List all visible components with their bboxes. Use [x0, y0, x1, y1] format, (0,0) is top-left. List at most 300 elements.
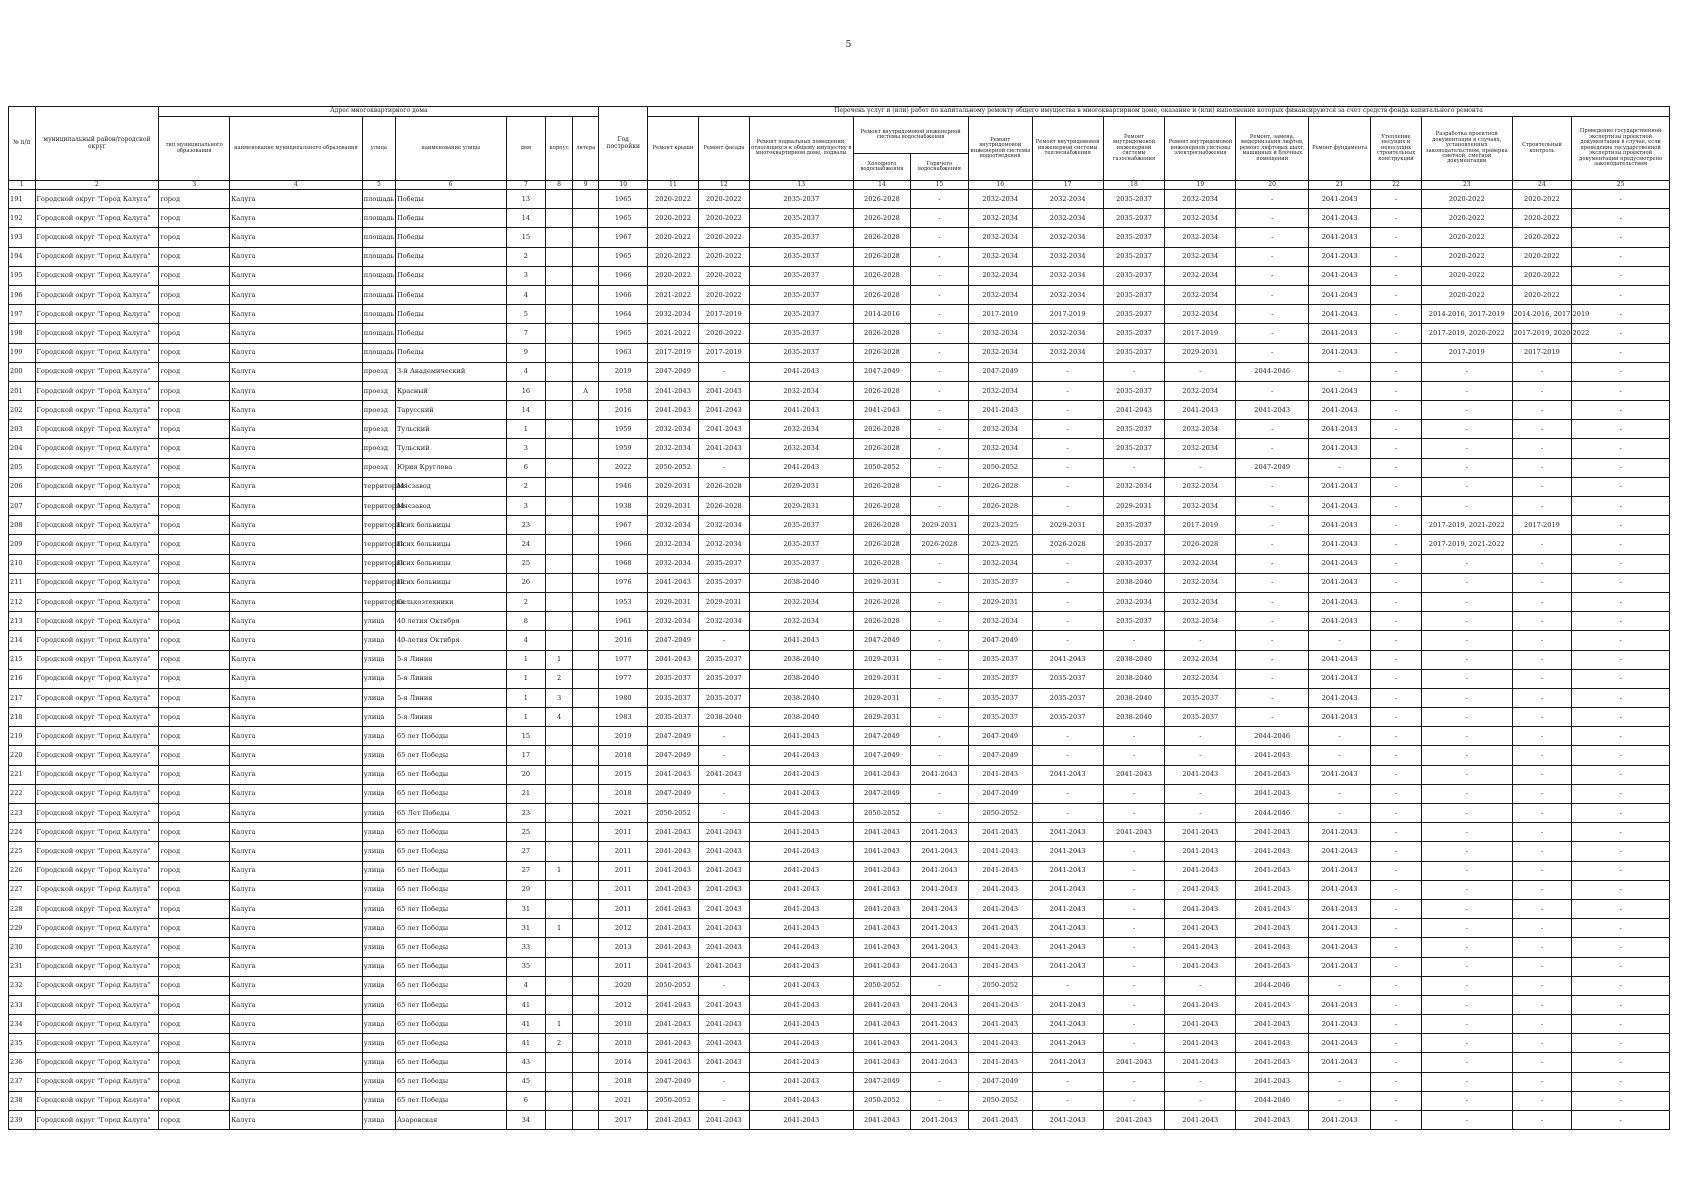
cell-municipal: Городской округ "Город Калуга" — [35, 746, 159, 765]
cell-house: 5 — [506, 305, 546, 324]
cell-year: 1963 — [599, 343, 648, 362]
cell-house: 13 — [506, 190, 546, 209]
cell-cold-water: 2026-2028 — [853, 381, 910, 400]
cell-year: 2022 — [599, 458, 648, 477]
cell-korpus: 2 — [546, 669, 573, 688]
cell-litera — [572, 880, 599, 899]
cell-num: 236 — [9, 1053, 36, 1072]
header-litera: литера — [572, 117, 599, 181]
page-number: 5 — [845, 40, 852, 50]
cell-strengthen: - — [1371, 573, 1422, 592]
cell-basement: 2041-2043 — [749, 1111, 853, 1130]
cell-control: - — [1512, 688, 1572, 707]
cell-municipal: Городской округ "Город Калуга" — [35, 765, 159, 784]
cell-street-name: 65 лет Победы — [395, 1091, 506, 1110]
cell-elevator: 2041-2043 — [1236, 899, 1309, 918]
cell-heat: 2041-2043 — [1032, 765, 1103, 784]
cell-facade: - — [698, 727, 749, 746]
cell-basement: 2038-2040 — [749, 708, 853, 727]
cell-design: - — [1421, 420, 1512, 439]
cell-gas: - — [1103, 784, 1165, 803]
cell-hot-water: 2041-2043 — [911, 765, 968, 784]
cell-heat: 2026-2028 — [1032, 535, 1103, 554]
cell-basement: 2041-2043 — [749, 631, 853, 650]
cell-korpus — [546, 784, 573, 803]
cell-litera — [572, 727, 599, 746]
cell-facade: 2041-2043 — [698, 1053, 749, 1072]
cell-expertise: - — [1572, 381, 1670, 400]
cell-electric: 2041-2043 — [1165, 995, 1236, 1014]
cell-expertise: - — [1572, 631, 1670, 650]
cell-design: - — [1421, 381, 1512, 400]
cell-mo-type: город — [159, 1091, 230, 1110]
cell-house: 23 — [506, 804, 546, 823]
cell-house: 35 — [506, 957, 546, 976]
cell-drain: 2035-2037 — [968, 669, 1032, 688]
cell-street-name: 65 лет Победы — [395, 899, 506, 918]
cell-municipal: Городской округ "Город Калуга" — [35, 1072, 159, 1091]
cell-expertise: - — [1572, 880, 1670, 899]
cell-basement: 2038-2040 — [749, 688, 853, 707]
cell-roof: 2032-2034 — [648, 554, 699, 573]
header-address-group: Адрес многоквартирного дома — [159, 107, 599, 117]
cell-num: 239 — [9, 1111, 36, 1130]
cell-heat: - — [1032, 784, 1103, 803]
cell-korpus — [546, 305, 573, 324]
cell-municipal: Городской округ "Город Калуга" — [35, 343, 159, 362]
cell-house: 23 — [506, 516, 546, 535]
cell-hot-water: - — [911, 439, 968, 458]
cell-house: 24 — [506, 535, 546, 554]
cell-municipal: Городской округ "Город Калуга" — [35, 957, 159, 976]
cell-heat: 2017-2019 — [1032, 305, 1103, 324]
cell-facade: 2020-2022 — [698, 209, 749, 228]
cell-year: 1966 — [599, 266, 648, 285]
cell-house: 3 — [506, 497, 546, 516]
cell-korpus — [546, 535, 573, 554]
cell-expertise: - — [1572, 1015, 1670, 1034]
cell-litera — [572, 247, 599, 266]
cell-hot-water: - — [911, 1072, 968, 1091]
cell-drain: 2047-2049 — [968, 784, 1032, 803]
cell-street-name: 65 лет Победы — [395, 861, 506, 880]
cell-gas: - — [1103, 727, 1165, 746]
cell-elevator: - — [1236, 285, 1309, 304]
cell-strengthen: - — [1371, 343, 1422, 362]
cell-elevator: 2041-2043 — [1236, 1015, 1309, 1034]
cell-design: - — [1421, 784, 1512, 803]
cell-litera — [572, 612, 599, 631]
cell-elevator: 2044-2046 — [1236, 362, 1309, 381]
cell-municipal: Городской округ "Город Калуга" — [35, 247, 159, 266]
header-year: Год постройки — [599, 107, 648, 181]
cell-mo-name: Калуга — [230, 957, 363, 976]
cell-expertise: - — [1572, 861, 1670, 880]
cell-control: - — [1512, 842, 1572, 861]
cell-street-type: улица — [362, 650, 395, 669]
cell-strengthen: - — [1371, 535, 1422, 554]
table-row — [9, 401, 1670, 420]
cell-basement: 2038-2040 — [749, 669, 853, 688]
cell-design: - — [1421, 880, 1512, 899]
cell-mo-type: город — [159, 247, 230, 266]
cell-facade: 2020-2022 — [698, 247, 749, 266]
cell-hot-water: 2041-2043 — [911, 1015, 968, 1034]
table-row — [9, 1111, 1670, 1130]
cell-strengthen: - — [1371, 305, 1422, 324]
cell-expertise: - — [1572, 247, 1670, 266]
cell-strengthen: - — [1371, 746, 1422, 765]
column-number-cell: 4 — [230, 181, 363, 190]
cell-elevator: - — [1236, 669, 1309, 688]
cell-street-name: Тульский — [395, 420, 506, 439]
cell-korpus — [546, 631, 573, 650]
cell-mo-name: Калуга — [230, 842, 363, 861]
cell-cold-water: 2026-2028 — [853, 439, 910, 458]
cell-num: 218 — [9, 708, 36, 727]
cell-strengthen: - — [1371, 247, 1422, 266]
cell-litera — [572, 1015, 599, 1034]
cell-facade: 2032-2034 — [698, 535, 749, 554]
cell-facade: 2041-2043 — [698, 1034, 749, 1053]
cell-design: 2020-2022 — [1421, 247, 1512, 266]
cell-heat: - — [1032, 401, 1103, 420]
cell-basement: 2041-2043 — [749, 727, 853, 746]
cell-mo-name: Калуга — [230, 420, 363, 439]
cell-drain: 2041-2043 — [968, 1111, 1032, 1130]
cell-elevator: - — [1236, 381, 1309, 400]
cell-mo-type: город — [159, 362, 230, 381]
table-row — [9, 784, 1670, 803]
cell-municipal: Городской округ "Город Калуга" — [35, 1091, 159, 1110]
cell-drain: 2026-2028 — [968, 497, 1032, 516]
cell-foundation: 2041-2043 — [1309, 266, 1371, 285]
cell-facade: - — [698, 784, 749, 803]
cell-street-type: улица — [362, 919, 395, 938]
cell-house: 4 — [506, 285, 546, 304]
table-row — [9, 535, 1670, 554]
cell-street-name: 5-я Линия — [395, 708, 506, 727]
table-row — [9, 976, 1670, 995]
cell-street-name: Победы — [395, 228, 506, 247]
cell-control: 2017-2019, 2020-2022 — [1512, 324, 1572, 343]
cell-design: - — [1421, 957, 1512, 976]
column-number-cell: 20 — [1236, 181, 1309, 190]
cell-house: 41 — [506, 995, 546, 1014]
cell-drain: 2047-2049 — [968, 362, 1032, 381]
cell-mo-name: Калуга — [230, 631, 363, 650]
cell-elevator: - — [1236, 305, 1309, 324]
cell-house: 14 — [506, 401, 546, 420]
cell-mo-type: город — [159, 420, 230, 439]
cell-municipal: Городской округ "Город Калуга" — [35, 612, 159, 631]
cell-street-name: 65 лет Победы — [395, 919, 506, 938]
cell-cold-water: 2029-2031 — [853, 669, 910, 688]
cell-foundation: - — [1309, 804, 1371, 823]
cell-hot-water: - — [911, 401, 968, 420]
cell-strengthen: - — [1371, 727, 1422, 746]
cell-heat: - — [1032, 497, 1103, 516]
cell-expertise: - — [1572, 592, 1670, 611]
cell-basement: 2041-2043 — [749, 1072, 853, 1091]
cell-street-name: Победы — [395, 285, 506, 304]
cell-facade: 2032-2034 — [698, 612, 749, 631]
cell-mo-type: город — [159, 861, 230, 880]
cell-control: - — [1512, 784, 1572, 803]
table-row — [9, 1072, 1670, 1091]
cell-cold-water: 2041-2043 — [853, 1015, 910, 1034]
cell-gas: - — [1103, 631, 1165, 650]
cell-municipal: Городской округ "Город Калуга" — [35, 1015, 159, 1034]
cell-mo-name: Калуга — [230, 650, 363, 669]
cell-facade: 2041-2043 — [698, 765, 749, 784]
cell-cold-water: 2041-2043 — [853, 861, 910, 880]
header-municipal: муниципальный район/городской округ — [35, 107, 159, 181]
cell-street-type: улица — [362, 995, 395, 1014]
cell-hot-water: - — [911, 746, 968, 765]
cell-elevator: 2041-2043 — [1236, 842, 1309, 861]
cell-gas: - — [1103, 1034, 1165, 1053]
cell-gas: - — [1103, 899, 1165, 918]
header-gas: Ремонт внутридомовой инженерной системы газоснабжения — [1103, 117, 1165, 181]
table-row — [9, 804, 1670, 823]
cell-hot-water: 2041-2043 — [911, 1111, 968, 1130]
column-number-cell: 11 — [648, 181, 699, 190]
cell-street-name: 65 лет Победы — [395, 1034, 506, 1053]
capital-repair-table-sheet — [8, 106, 1670, 1130]
cell-municipal: Городской округ "Город Калуга" — [35, 1034, 159, 1053]
cell-gas: 2038-2040 — [1103, 669, 1165, 688]
cell-municipal: Городской округ "Город Калуга" — [35, 401, 159, 420]
table-header — [9, 107, 1670, 190]
cell-municipal: Городской округ "Город Калуга" — [35, 784, 159, 803]
table-row — [9, 1091, 1670, 1110]
cell-mo-type: город — [159, 228, 230, 247]
header-elevator: Ремонт, замена, модернизация лифтов, ремонт лифтовых шахт, машинных и блочных помещений — [1236, 117, 1309, 181]
cell-facade: 2041-2043 — [698, 420, 749, 439]
cell-street-name: 65 лет Победы — [395, 1015, 506, 1034]
cell-mo-type: город — [159, 209, 230, 228]
cell-korpus — [546, 995, 573, 1014]
cell-municipal: Городской округ "Город Калуга" — [35, 727, 159, 746]
cell-municipal: Городской округ "Город Калуга" — [35, 708, 159, 727]
cell-control: - — [1512, 612, 1572, 631]
cell-drain: 2041-2043 — [968, 938, 1032, 957]
cell-num: 229 — [9, 919, 36, 938]
cell-municipal: Городской округ "Город Калуга" — [35, 458, 159, 477]
cell-strengthen: - — [1371, 381, 1422, 400]
cell-heat: - — [1032, 477, 1103, 496]
cell-facade: 2041-2043 — [698, 401, 749, 420]
cell-mo-type: город — [159, 1034, 230, 1053]
cell-expertise: - — [1572, 458, 1670, 477]
cell-litera — [572, 401, 599, 420]
cell-foundation: 2041-2043 — [1309, 765, 1371, 784]
cell-strengthen: - — [1371, 458, 1422, 477]
cell-litera — [572, 190, 599, 209]
cell-basement: 2029-2031 — [749, 477, 853, 496]
cell-street-name: Победы — [395, 247, 506, 266]
cell-street-name: Мясзавод — [395, 497, 506, 516]
cell-roof: 2041-2043 — [648, 957, 699, 976]
column-number-cell: 18 — [1103, 181, 1165, 190]
cell-year: 2018 — [599, 746, 648, 765]
cell-litera: А — [572, 381, 599, 400]
cell-street-name: 65 лет Победы — [395, 880, 506, 899]
cell-design: 2020-2022 — [1421, 266, 1512, 285]
cell-mo-name: Калуга — [230, 305, 363, 324]
cell-foundation: 2041-2043 — [1309, 1015, 1371, 1034]
cell-elevator: 2041-2043 — [1236, 919, 1309, 938]
cell-municipal: Городской округ "Город Калуга" — [35, 362, 159, 381]
cell-electric: 2032-2034 — [1165, 439, 1236, 458]
cell-house: 25 — [506, 823, 546, 842]
cell-litera — [572, 976, 599, 995]
cell-foundation: 2041-2043 — [1309, 650, 1371, 669]
cell-house: 2 — [506, 592, 546, 611]
cell-expertise: - — [1572, 209, 1670, 228]
header-korpus: корпус — [546, 117, 573, 181]
cell-municipal: Городской округ "Город Калуга" — [35, 477, 159, 496]
cell-roof: 2020-2022 — [648, 228, 699, 247]
cell-gas: 2038-2040 — [1103, 708, 1165, 727]
header-num: № п/п — [9, 107, 36, 181]
cell-design: - — [1421, 458, 1512, 477]
cell-expertise: - — [1572, 976, 1670, 995]
cell-municipal: Городской округ "Город Калуга" — [35, 516, 159, 535]
cell-mo-name: Калуга — [230, 1034, 363, 1053]
cell-litera — [572, 669, 599, 688]
cell-design: - — [1421, 804, 1512, 823]
cell-foundation: 2041-2043 — [1309, 573, 1371, 592]
cell-heat: 2035-2037 — [1032, 669, 1103, 688]
cell-mo-type: город — [159, 1053, 230, 1072]
cell-foundation: 2041-2043 — [1309, 919, 1371, 938]
cell-foundation: 2041-2043 — [1309, 1111, 1371, 1130]
cell-electric: 2032-2034 — [1165, 669, 1236, 688]
cell-cold-water: 2026-2028 — [853, 247, 910, 266]
cell-elevator: 2041-2043 — [1236, 765, 1309, 784]
cell-foundation: - — [1309, 976, 1371, 995]
cell-gas: 2035-2037 — [1103, 190, 1165, 209]
cell-expertise: - — [1572, 746, 1670, 765]
cell-design: - — [1421, 612, 1512, 631]
cell-heat: - — [1032, 746, 1103, 765]
cell-municipal: Городской округ "Город Калуга" — [35, 1111, 159, 1130]
cell-strengthen: - — [1371, 919, 1422, 938]
cell-litera — [572, 305, 599, 324]
cell-roof: 2032-2034 — [648, 305, 699, 324]
cell-elevator: - — [1236, 343, 1309, 362]
cell-street-name: 65 лет Победы — [395, 957, 506, 976]
cell-facade: 2035-2037 — [698, 688, 749, 707]
cell-control: - — [1512, 554, 1572, 573]
cell-litera — [572, 592, 599, 611]
cell-mo-type: город — [159, 669, 230, 688]
cell-gas: 2035-2037 — [1103, 554, 1165, 573]
cell-num: 214 — [9, 631, 36, 650]
cell-design: - — [1421, 439, 1512, 458]
cell-electric: - — [1165, 458, 1236, 477]
cell-heat: - — [1032, 458, 1103, 477]
cell-hot-water: - — [911, 784, 968, 803]
cell-strengthen: - — [1371, 266, 1422, 285]
cell-municipal: Городской округ "Город Калуга" — [35, 995, 159, 1014]
cell-control: 2020-2022 — [1512, 266, 1572, 285]
header-roof: Ремонт крыши — [648, 117, 699, 181]
cell-gas: 2035-2037 — [1103, 209, 1165, 228]
cell-year: 1980 — [599, 688, 648, 707]
cell-expertise: - — [1572, 612, 1670, 631]
cell-heat: - — [1032, 804, 1103, 823]
cell-expertise: - — [1572, 477, 1670, 496]
cell-cold-water: 2041-2043 — [853, 1053, 910, 1072]
cell-litera — [572, 458, 599, 477]
cell-roof: 2041-2043 — [648, 899, 699, 918]
cell-litera — [572, 1111, 599, 1130]
cell-korpus — [546, 420, 573, 439]
cell-drain: 2041-2043 — [968, 1053, 1032, 1072]
cell-num: 211 — [9, 573, 36, 592]
cell-facade: 2020-2022 — [698, 190, 749, 209]
cell-cold-water: 2041-2043 — [853, 401, 910, 420]
cell-hot-water: 2041-2043 — [911, 957, 968, 976]
cell-basement: 2032-2034 — [749, 592, 853, 611]
cell-facade: 2041-2043 — [698, 842, 749, 861]
cell-roof: 2041-2043 — [648, 938, 699, 957]
cell-foundation: - — [1309, 746, 1371, 765]
cell-hot-water: - — [911, 650, 968, 669]
cell-num: 216 — [9, 669, 36, 688]
cell-design: - — [1421, 765, 1512, 784]
cell-hot-water: - — [911, 612, 968, 631]
cell-facade: 2041-2043 — [698, 823, 749, 842]
column-number-cell: 23 — [1421, 181, 1512, 190]
cell-mo-type: город — [159, 516, 230, 535]
cell-street-type: улица — [362, 612, 395, 631]
cell-street-type: улица — [362, 631, 395, 650]
cell-facade: 2035-2037 — [698, 554, 749, 573]
cell-facade: - — [698, 631, 749, 650]
cell-strengthen: - — [1371, 439, 1422, 458]
cell-control: - — [1512, 727, 1572, 746]
cell-heat: - — [1032, 727, 1103, 746]
cell-korpus — [546, 497, 573, 516]
header-street-type: улица — [362, 117, 395, 181]
cell-heat: 2032-2034 — [1032, 266, 1103, 285]
cell-facade: 2041-2043 — [698, 880, 749, 899]
cell-basement: 2035-2037 — [749, 535, 853, 554]
cell-year: 2010 — [599, 1015, 648, 1034]
header-design: Разработка проектной документации в случаях, установленных законодательством, проверка сметной, сметной документации — [1421, 117, 1512, 181]
cell-korpus — [546, 976, 573, 995]
cell-num: 223 — [9, 804, 36, 823]
cell-house: 2 — [506, 247, 546, 266]
cell-mo-type: город — [159, 688, 230, 707]
cell-electric: 2035-2037 — [1165, 688, 1236, 707]
column-number-cell: 19 — [1165, 181, 1236, 190]
cell-mo-name: Калуга — [230, 592, 363, 611]
cell-strengthen: - — [1371, 516, 1422, 535]
cell-drain: 2041-2043 — [968, 861, 1032, 880]
cell-drain: 2050-2052 — [968, 804, 1032, 823]
cell-house: 14 — [506, 209, 546, 228]
cell-litera — [572, 228, 599, 247]
cell-num: 203 — [9, 420, 36, 439]
cell-strengthen: - — [1371, 190, 1422, 209]
cell-korpus: 1 — [546, 861, 573, 880]
cell-foundation: 2041-2043 — [1309, 401, 1371, 420]
